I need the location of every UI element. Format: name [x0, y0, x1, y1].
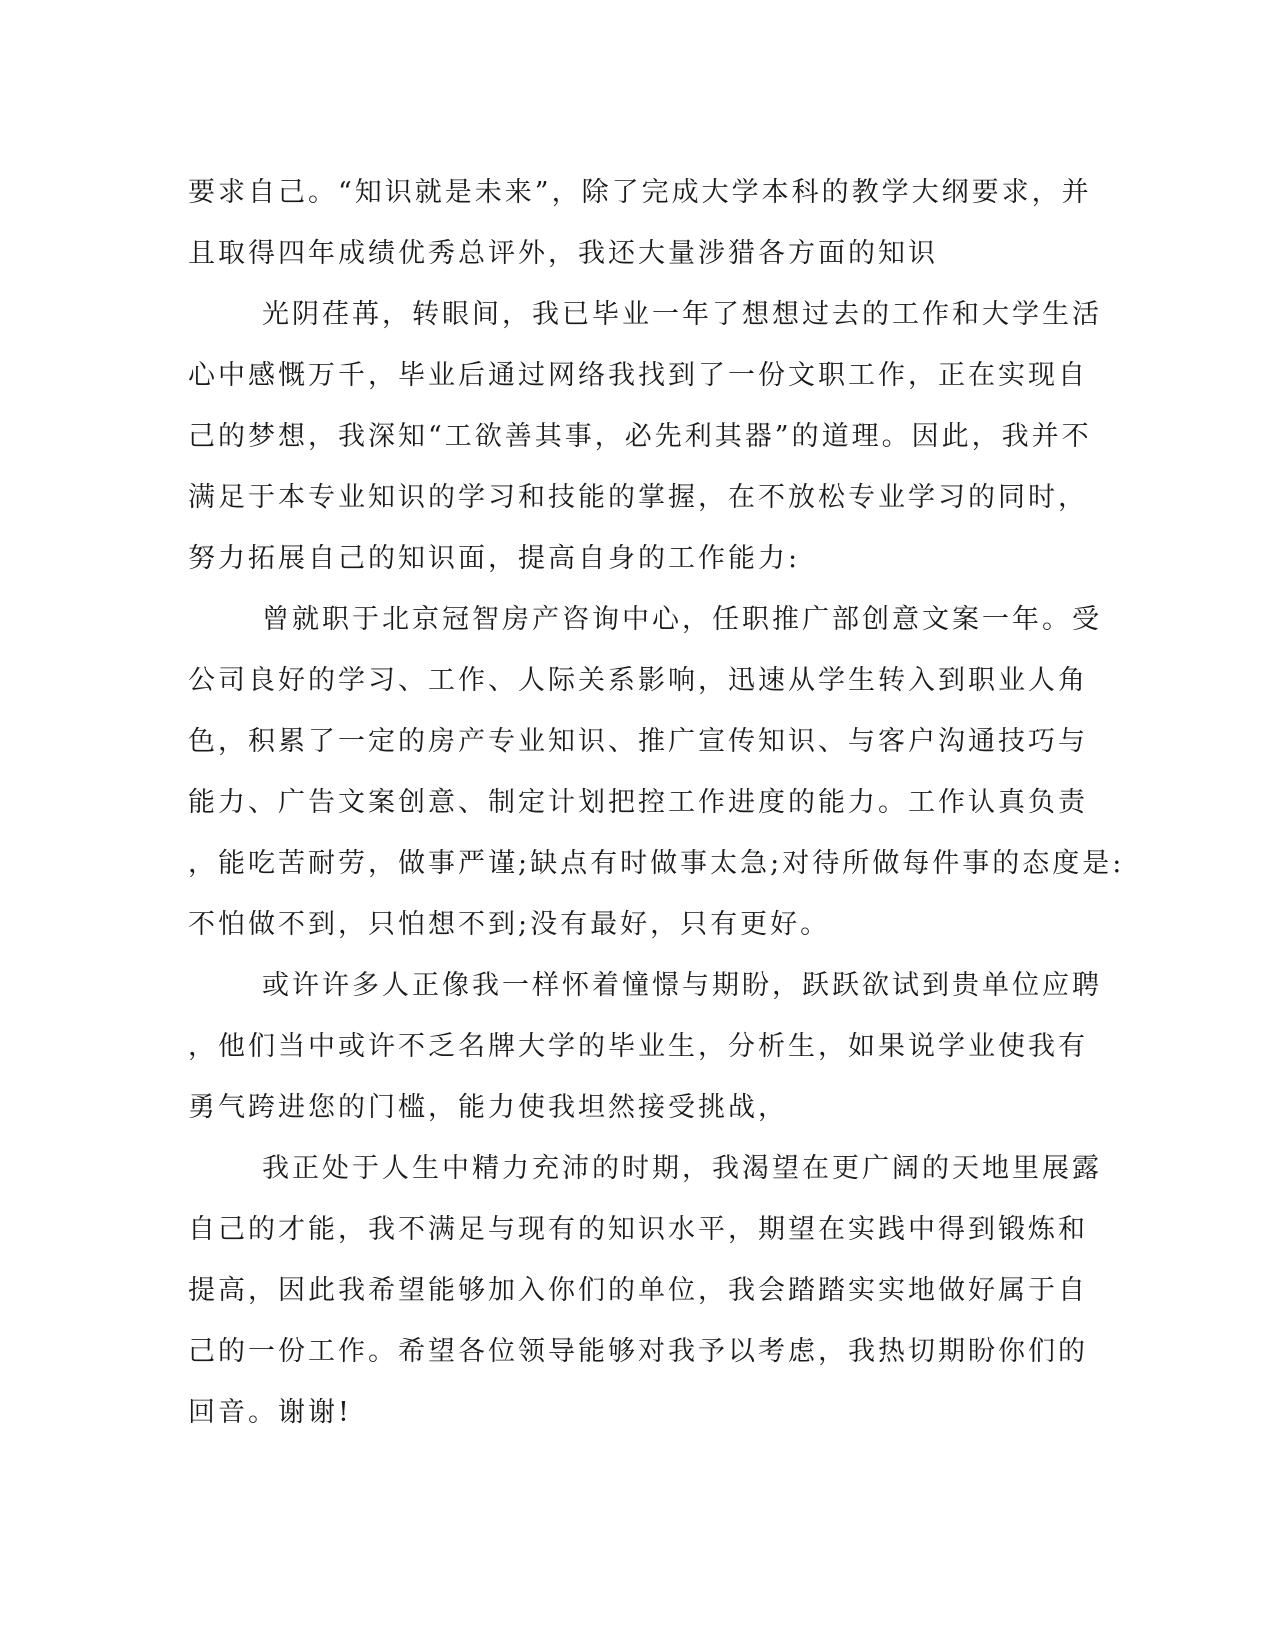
text-line: 己的梦想，我深知“工欲善其事，必先利其器”的道理。因此，我并不 [188, 421, 1092, 452]
text-line: 能力、广告文案创意、制定计划把控工作进度的能力。工作认真负责 [188, 787, 1088, 818]
text-line: 自己的才能，我不满足与现有的知识水平，期望在实践中得到锻炼和 [188, 1214, 1088, 1245]
paragraph-5 [188, 1138, 1102, 1443]
text-line: 回音。谢谢! [188, 1397, 352, 1428]
text-line: 公司良好的学习、工作、人际关系影响，迅速从学生转入到职业人角 [188, 665, 1088, 696]
text-line: 我正处于人生中精力充沛的时期，我渴望在更广阔的天地里展露 [262, 1153, 1102, 1184]
text-line: 努力拓展自己的知识面，提高自身的工作能力: [188, 543, 801, 574]
text-line: 心中感慨万千，毕业后通过网络我找到了一份文职工作，正在实现自 [188, 360, 1088, 391]
text-line: 且取得四年成绩优秀总评外，我还大量涉猎各方面的知识 [188, 238, 938, 269]
paragraph-3 [188, 589, 1125, 955]
document-body [188, 162, 1125, 1443]
text-line: 勇气跨进您的门槛，能力使我坦然接受挑战， [188, 1092, 788, 1123]
text-line: 提高，因此我希望能够加入你们的单位，我会踏踏实实地做好属于自 [188, 1275, 1088, 1306]
text-line: 色，积累了一定的房产专业知识、推广宣传知识、与客户沟通技巧与 [188, 726, 1088, 757]
text-line: ，他们当中或许不乏名牌大学的毕业生，分析生，如果说学业使我有 [188, 1031, 1088, 1062]
text-line: 曾就职于北京冠智房产咨询中心，任职推广部创意文案一年。受 [262, 604, 1102, 635]
text-line: 不怕做不到，只怕想不到;没有最好，只有更好。 [188, 909, 831, 940]
paragraph-4 [188, 955, 1102, 1138]
text-line: ，能吃苦耐劳，做事严谨;缺点有时做事太急;对待所做每件事的态度是: [188, 848, 1125, 879]
paragraph-2 [188, 284, 1102, 589]
text-line: 要求自己。“知识就是未来”，除了完成大学本科的教学大纲要求，并 [188, 177, 1092, 208]
text-line: 满足于本专业知识的学习和技能的掌握，在不放松专业学习的同时， [188, 482, 1088, 513]
text-line: 己的一份工作。希望各位领导能够对我予以考虑，我热切期盼你们的 [188, 1336, 1088, 1367]
text-line: 或许许多人正像我一样怀着憧憬与期盼，跃跃欲试到贵单位应聘 [262, 970, 1102, 1001]
text-line: 光阴荏苒，转眼间，我已毕业一年了想想过去的工作和大学生活 [262, 299, 1102, 330]
paragraph-1 [188, 162, 1092, 284]
